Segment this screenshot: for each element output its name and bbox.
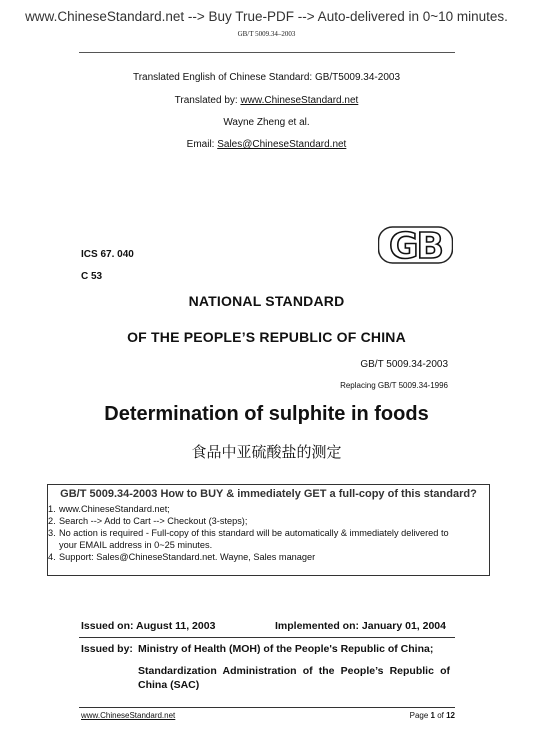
gb-logo-text: GB <box>389 226 442 264</box>
current-page: 1 <box>430 711 435 720</box>
email-label: Email: <box>186 139 218 150</box>
header-divider <box>79 52 455 53</box>
footer-divider <box>79 707 455 708</box>
footer-website-link[interactable]: www.ChineseStandard.net <box>81 711 176 720</box>
email-link[interactable]: Sales@ChineseStandard.net <box>217 139 347 150</box>
gb-logo-icon <box>378 226 453 264</box>
document-title: Determination of sulphite in foods <box>104 403 429 425</box>
ics-code: ICS 67. 040 <box>81 249 134 260</box>
email-line <box>0 139 533 150</box>
purchase-box-heading: GB/T 5009.34-2003 How to BUY & immediately GET a full-copy of this standard? <box>60 488 477 500</box>
list-item: 4. Support: Sales@ChineseStandard.net. Wayne, Sales manager <box>48 552 316 562</box>
translated-by-line <box>0 95 533 106</box>
issuer-sac: Standardization Administration of the People’s Republic of China (SAC) <box>138 665 450 691</box>
total-pages: 12 <box>446 711 455 720</box>
implemented-on-date: Implemented on: January 01, 2004 <box>275 620 446 632</box>
replacing-standard: Replacing GB/T 5009.34-1996 <box>340 381 448 390</box>
standard-number: GB/T 5009.34-2003 <box>360 359 448 370</box>
dates-divider <box>79 637 455 638</box>
list-item: 1. www.ChineseStandard.net; <box>48 504 170 514</box>
translation-line: Translated English of Chinese Standard: GB/T5009.34-2003 <box>132 72 401 83</box>
top-banner: www.ChineseStandard.net --> Buy True-PDF --> Auto-delivered in 0~10 minutes. <box>25 9 508 24</box>
page-number: Page 1 of 12 <box>409 711 455 720</box>
list-item: 2. Search --> Add to Cart --> Checkout (3-steps); <box>48 516 248 526</box>
purchase-steps-list <box>48 503 449 563</box>
ccs-code: C 53 <box>81 271 103 282</box>
issued-on-date: Issued on: August 11, 2003 <box>81 620 216 632</box>
list-item: 3. No action is required - Full-copy of this standard will be automatically & immediately delivered to your EMAIL address in 0~25 minutes. <box>48 528 449 550</box>
national-standard-title: NATIONAL STANDARD <box>188 293 345 309</box>
issued-by-label: Issued by: <box>81 643 133 655</box>
translated-by-label: Translated by: <box>174 95 241 106</box>
peoples-republic-title: OF THE PEOPLE’S REPUBLIC OF CHINA <box>127 329 406 345</box>
purchase-info-box <box>47 484 490 576</box>
issuer-moh: Ministry of Health (MOH) of the People's Republic of China; <box>138 643 434 655</box>
translator-website-link[interactable]: www.ChineseStandard.net <box>240 95 359 106</box>
chinese-title: 食品中亚硫酸盐的测定 <box>191 443 342 461</box>
translator-name: Wayne Zheng et al. <box>223 117 310 128</box>
document-code-header: GB/T 5009.34–2003 <box>237 30 296 38</box>
